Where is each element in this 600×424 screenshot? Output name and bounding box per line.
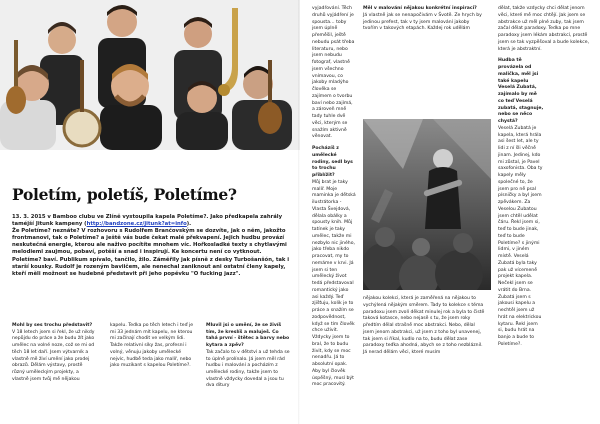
right-page: [300, 0, 600, 424]
left-columns: [12, 323, 292, 419]
right-column-1: [312, 6, 356, 389]
answer: Tak začalo to v dětství a už tehda se to úplně prolínalo. Já jsem měl rád hudbu i malování a pocházím z umělecké rodiny, takže jsem to vlastně vždycky dovedal a jsou tu dva ditury: [206, 349, 290, 389]
left-column-2: [110, 323, 194, 370]
right-column-2-top: [363, 6, 485, 33]
bandzone-link[interactable]: http://bandzone.cz/jitunk?at=info: [86, 221, 187, 228]
article-title: Poletím, poletíš, Poletíme?: [12, 185, 237, 204]
question: Měl v malování nějakou konkrétní inspiraci?: [363, 6, 477, 11]
article-intro: [12, 214, 291, 278]
answer: V 18 letech jsem si řekl, že už nikdy nepůjdu do práce a že budu žít jako umělec na volné noze, což se mi od těch 18 let daří. Jsem výtvarník a vlastně mě živí umění jako prodej obrazů. Dělám výstavy, prostě různý uměleckým projekty, a vlastně jsem tvůj mě nějakou: [12, 329, 95, 382]
right-column-3: [498, 6, 590, 349]
intro-prefix: 13. 3. 2015 v Bamboo clubu ve Zlíně vystoupila kapela Poletíme?. Jako předkapela zahrály taméjší Jitunk kampeny (: [12, 214, 283, 228]
answer: nějakou kolekci, která je zaměřená na nějakou to vychýlená nějakým směrem. Tady to kolekce s téma paradoxu jsem zvolí děkat minulej rok a byla to čistě taková kotasce, nebo nejasě s tu, že jsem roky předtím dělal strašně moc abstrakci. Nebo, dělal jsem jenom abstrakci, už jsem z toho byl unavenej, tak jsem si říkal, kudlo na to, budu dělat zase paradoxy teďka ahodná, abych se z toho nezbláznil. Já nerad dělám věci, které musím: [363, 296, 485, 355]
answer: dělat, takže vzdycky chci dělat jenom věci, které mě moc chtějí. Jak jsem se abstrakce už měl plné zuby, tak jsem začal dělat paradoxy. Tedka po mne paradoxy jsem lékám abstrakcí, prostě jsem se tak vyzpěšoval a bude kolekce, která je abstraktní.: [498, 6, 590, 52]
answer: Můj brat je taky malíř. Moje maminka je dětská ilustrátorka - Vlasta Švejdová, dělala obálky a spousty knih. Můj tatínek je taky umělec, takže mi nezbylo nic jiného, jako třeba nikdo pracovat, my to nemáme v krvi. Já jsem si ten umělecký život tedá představoval romantický jako asi každý. Teď zjišťuju, kolik je to práce a snažím se zodpovědnost, když se tím člověk chce uživit. Vždycky jsem to bral, že to budu živit, kdy se moc nenadřu. Já to absolutní opak. Aby byl člověk úspěšný, musí být moc pracovitý.: [312, 179, 356, 388]
concert-photo: [363, 119, 491, 290]
concert-photo-illustration: [363, 119, 491, 290]
intro-body: Že Poletíme? neznáte? V rozhovoru s Rudolfem Brančovským se dozvíte, jak o něm, jakožto frontmanovi, tak o Poletíme? a ještě vás bude čekat malé překvapení. Jejich hudbu provází neskutečná energie, kterou ale naživo pocítíte mnohem víc. Hořkosladké texty s chytlavými melodiemi zaujmou, pobaví, potěší a snad i inspirují. Ke koncertu není co vytknout. Poletíme? baví. Publikum spívalo, tančilo, žilo. Záměřily jak písně z desky Turbošanšón, tak i starší kousky. Rudolf je rozeným baviičem, ale nenechal zaniknout ani ostatní členy kapely, kteří měli možnost se hudebně představit při jeho popěvku "O fucking jazz".: [12, 228, 290, 277]
answer: kapelu. Tedka po těch letech i teď je mi 33 jednám mít kapelu, ne kterou mi začínají chodit ve velkým lidi. Takže relativní síky žas, profesní i volný, věnuju jakoby umělecké nejvíc, hudbě teda jako malíř, nebo jako muzikant s kapelou Poletíme?.: [110, 323, 194, 369]
answer: Veselá Zubatá je kapela, která hrála asi šest let, ale ty lidi z ní šli věčně jinam. Jedinej, kdo mi zůstal, je Pavel saxofonista. Oba ty kapely měly společné to, že jsem pro ně psal písničky a byl jsem zpěvákem. Za Veselou Zubatou jsem chtěl udělat čáru. Řekl jsem si, teď to bude jinak, teď to bude Poletíme? s jinými lidmi, v jiném místě. Veselá Zubatá byla taky pak už vícemeně projekt kapela. Nečekl jsem se vrátit do Brna. Zubatá jsem s jakousi kapelu a nechtěl jsem už hrát na elektrickou kytaru. Řekl jsem si, budu hrát na banjo a bude to Poletíme?.: [498, 125, 543, 347]
left-column-1: [12, 323, 96, 383]
question: Mohl by ses trochu představit?: [12, 323, 93, 328]
left-column-3: [206, 323, 290, 390]
intro-suffix: ).: [186, 221, 192, 228]
answer: Já vlastně jak se nenapočivám v Švotě. Ze hrych by jedinou prefest, tak v ty jsem malování jakoby tvořím v takových etapách. Každej rok udělám: [363, 12, 482, 32]
band-photo: [0, 0, 300, 150]
right-column-2-bottom: [363, 296, 485, 357]
band-photo-illustration: [0, 0, 300, 150]
question: Pocházíš z umělecké rodiny, sedl bys to trochu přiblížit?: [312, 146, 353, 178]
answer: vyjadřování. Těch druhů vyjádření je spousta… toby jsem úplně přeměšil, ještě nebudu psát třeba literaturu, nebo jsem nebudu fotograf, vlastně jsem všechno vnímavou, co jakoby mladýho člověka se zajímem o tvorbu baví nebo zajímá, a zároveň mně tady tuhle dvě věci, kterým se snažím aktivně věnovat.: [312, 6, 355, 140]
question: Hudba tě provázela od malička, měl jsi také kapelu Veselá Zubatá, zajímalo by mě co teď Veselá zubatá, stagnuje, nebo se něco chystá?: [498, 58, 544, 124]
intro-first-line: [12, 214, 291, 228]
question: Mluvil jsi o umění, že se živíš tím, že kreslíš a maluješ. Co tahá první - štětec a barvy nebo kytara a zpěv?: [206, 323, 290, 349]
